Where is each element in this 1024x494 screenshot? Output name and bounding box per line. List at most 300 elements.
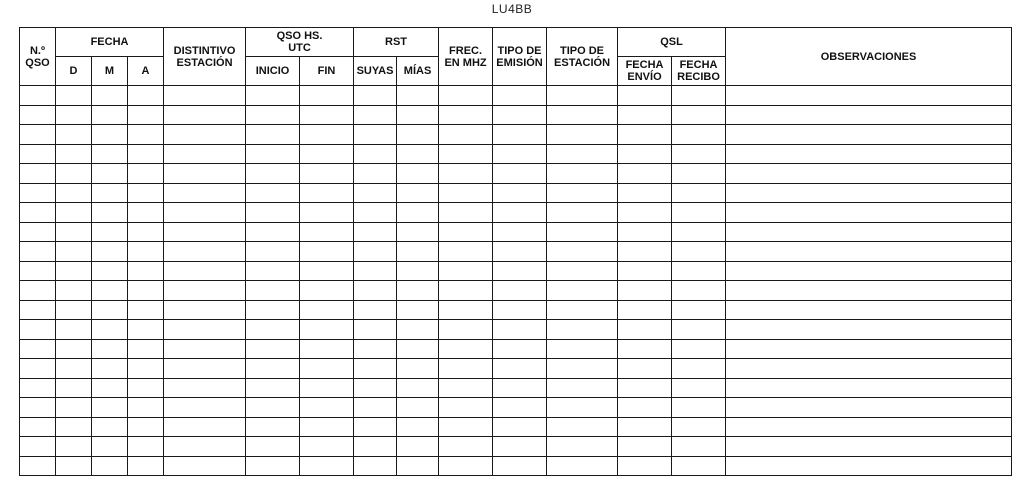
cell-dia[interactable] <box>56 398 92 418</box>
cell-distintivo[interactable] <box>164 417 246 437</box>
cell-suyas[interactable] <box>354 339 397 359</box>
cell-suyas[interactable] <box>354 144 397 164</box>
cell-fecha-envio[interactable] <box>618 281 672 301</box>
cell-fecha-envio[interactable] <box>618 320 672 340</box>
cell-fin[interactable] <box>300 417 354 437</box>
cell-fecha-recibo[interactable] <box>672 203 726 223</box>
cell-observaciones[interactable] <box>726 203 1012 223</box>
cell-dia[interactable] <box>56 183 92 203</box>
cell-fecha-recibo[interactable] <box>672 242 726 262</box>
cell-inicio[interactable] <box>246 203 300 223</box>
cell-tipo-estacion[interactable] <box>547 320 618 340</box>
cell-qso-number[interactable] <box>20 203 56 223</box>
cell-frec[interactable] <box>439 281 493 301</box>
cell-qso-number[interactable] <box>20 222 56 242</box>
cell-suyas[interactable] <box>354 125 397 145</box>
cell-qso-number[interactable] <box>20 125 56 145</box>
cell-mias[interactable] <box>397 125 439 145</box>
cell-suyas[interactable] <box>354 398 397 418</box>
cell-tipo-estacion[interactable] <box>547 203 618 223</box>
cell-fecha-recibo[interactable] <box>672 144 726 164</box>
cell-frec[interactable] <box>439 242 493 262</box>
cell-fecha-envio[interactable] <box>618 183 672 203</box>
cell-mias[interactable] <box>397 164 439 184</box>
cell-observaciones[interactable] <box>726 242 1012 262</box>
cell-tipo-emision[interactable] <box>493 417 547 437</box>
cell-dia[interactable] <box>56 125 92 145</box>
cell-frec[interactable] <box>439 378 493 398</box>
cell-fecha-recibo[interactable] <box>672 222 726 242</box>
cell-fin[interactable] <box>300 339 354 359</box>
cell-fecha-envio[interactable] <box>618 242 672 262</box>
cell-tipo-estacion[interactable] <box>547 339 618 359</box>
cell-ano[interactable] <box>128 456 164 476</box>
cell-suyas[interactable] <box>354 164 397 184</box>
cell-mes[interactable] <box>92 261 128 281</box>
cell-inicio[interactable] <box>246 164 300 184</box>
cell-qso-number[interactable] <box>20 378 56 398</box>
cell-fecha-recibo[interactable] <box>672 359 726 379</box>
cell-mes[interactable] <box>92 105 128 125</box>
cell-distintivo[interactable] <box>164 144 246 164</box>
cell-mias[interactable] <box>397 417 439 437</box>
cell-distintivo[interactable] <box>164 300 246 320</box>
cell-mes[interactable] <box>92 339 128 359</box>
cell-distintivo[interactable] <box>164 320 246 340</box>
cell-suyas[interactable] <box>354 378 397 398</box>
cell-frec[interactable] <box>439 359 493 379</box>
cell-observaciones[interactable] <box>726 183 1012 203</box>
cell-inicio[interactable] <box>246 281 300 301</box>
cell-distintivo[interactable] <box>164 437 246 457</box>
cell-fin[interactable] <box>300 105 354 125</box>
cell-tipo-emision[interactable] <box>493 242 547 262</box>
cell-fecha-recibo[interactable] <box>672 86 726 106</box>
cell-suyas[interactable] <box>354 222 397 242</box>
cell-fecha-envio[interactable] <box>618 86 672 106</box>
cell-fecha-envio[interactable] <box>618 339 672 359</box>
cell-ano[interactable] <box>128 105 164 125</box>
cell-inicio[interactable] <box>246 222 300 242</box>
cell-suyas[interactable] <box>354 300 397 320</box>
cell-mes[interactable] <box>92 398 128 418</box>
cell-dia[interactable] <box>56 242 92 262</box>
cell-qso-number[interactable] <box>20 144 56 164</box>
cell-distintivo[interactable] <box>164 86 246 106</box>
cell-distintivo[interactable] <box>164 125 246 145</box>
cell-ano[interactable] <box>128 359 164 379</box>
cell-mes[interactable] <box>92 417 128 437</box>
cell-suyas[interactable] <box>354 417 397 437</box>
cell-dia[interactable] <box>56 203 92 223</box>
cell-fin[interactable] <box>300 203 354 223</box>
cell-inicio[interactable] <box>246 417 300 437</box>
cell-mes[interactable] <box>92 125 128 145</box>
cell-observaciones[interactable] <box>726 339 1012 359</box>
cell-fecha-envio[interactable] <box>618 437 672 457</box>
cell-distintivo[interactable] <box>164 398 246 418</box>
cell-inicio[interactable] <box>246 320 300 340</box>
cell-tipo-estacion[interactable] <box>547 437 618 457</box>
cell-observaciones[interactable] <box>726 105 1012 125</box>
cell-mes[interactable] <box>92 300 128 320</box>
cell-tipo-estacion[interactable] <box>547 105 618 125</box>
cell-tipo-estacion[interactable] <box>547 222 618 242</box>
cell-tipo-emision[interactable] <box>493 359 547 379</box>
cell-mes[interactable] <box>92 378 128 398</box>
cell-frec[interactable] <box>439 105 493 125</box>
cell-fin[interactable] <box>300 222 354 242</box>
cell-fin[interactable] <box>300 242 354 262</box>
cell-tipo-estacion[interactable] <box>547 398 618 418</box>
cell-ano[interactable] <box>128 222 164 242</box>
cell-suyas[interactable] <box>354 456 397 476</box>
cell-tipo-emision[interactable] <box>493 222 547 242</box>
cell-mias[interactable] <box>397 183 439 203</box>
cell-distintivo[interactable] <box>164 105 246 125</box>
cell-mes[interactable] <box>92 183 128 203</box>
cell-fecha-envio[interactable] <box>618 417 672 437</box>
cell-mias[interactable] <box>397 281 439 301</box>
cell-mes[interactable] <box>92 437 128 457</box>
cell-observaciones[interactable] <box>726 378 1012 398</box>
cell-ano[interactable] <box>128 86 164 106</box>
cell-fecha-recibo[interactable] <box>672 164 726 184</box>
cell-fin[interactable] <box>300 456 354 476</box>
cell-qso-number[interactable] <box>20 359 56 379</box>
cell-inicio[interactable] <box>246 339 300 359</box>
cell-frec[interactable] <box>439 300 493 320</box>
cell-mias[interactable] <box>397 437 439 457</box>
cell-fin[interactable] <box>300 359 354 379</box>
cell-ano[interactable] <box>128 203 164 223</box>
cell-qso-number[interactable] <box>20 105 56 125</box>
cell-mias[interactable] <box>397 144 439 164</box>
cell-fin[interactable] <box>300 164 354 184</box>
cell-fecha-recibo[interactable] <box>672 183 726 203</box>
cell-inicio[interactable] <box>246 456 300 476</box>
cell-inicio[interactable] <box>246 183 300 203</box>
cell-dia[interactable] <box>56 261 92 281</box>
cell-fecha-recibo[interactable] <box>672 339 726 359</box>
cell-tipo-emision[interactable] <box>493 339 547 359</box>
cell-mes[interactable] <box>92 281 128 301</box>
cell-fecha-recibo[interactable] <box>672 300 726 320</box>
cell-mes[interactable] <box>92 456 128 476</box>
cell-fecha-recibo[interactable] <box>672 456 726 476</box>
cell-qso-number[interactable] <box>20 261 56 281</box>
cell-fecha-recibo[interactable] <box>672 281 726 301</box>
cell-frec[interactable] <box>439 164 493 184</box>
cell-fecha-recibo[interactable] <box>672 378 726 398</box>
cell-fin[interactable] <box>300 281 354 301</box>
cell-observaciones[interactable] <box>726 456 1012 476</box>
cell-fecha-recibo[interactable] <box>672 261 726 281</box>
cell-distintivo[interactable] <box>164 359 246 379</box>
cell-fecha-envio[interactable] <box>618 300 672 320</box>
cell-fecha-recibo[interactable] <box>672 320 726 340</box>
cell-tipo-estacion[interactable] <box>547 144 618 164</box>
cell-tipo-emision[interactable] <box>493 183 547 203</box>
cell-suyas[interactable] <box>354 105 397 125</box>
cell-dia[interactable] <box>56 86 92 106</box>
cell-fecha-recibo[interactable] <box>672 437 726 457</box>
cell-ano[interactable] <box>128 261 164 281</box>
cell-mias[interactable] <box>397 242 439 262</box>
cell-mias[interactable] <box>397 105 439 125</box>
cell-qso-number[interactable] <box>20 86 56 106</box>
cell-distintivo[interactable] <box>164 183 246 203</box>
cell-fecha-envio[interactable] <box>618 261 672 281</box>
cell-tipo-estacion[interactable] <box>547 378 618 398</box>
cell-ano[interactable] <box>128 320 164 340</box>
cell-fin[interactable] <box>300 183 354 203</box>
cell-tipo-emision[interactable] <box>493 144 547 164</box>
cell-frec[interactable] <box>439 398 493 418</box>
cell-ano[interactable] <box>128 144 164 164</box>
cell-mes[interactable] <box>92 222 128 242</box>
cell-observaciones[interactable] <box>726 300 1012 320</box>
cell-fin[interactable] <box>300 86 354 106</box>
cell-dia[interactable] <box>56 359 92 379</box>
cell-tipo-emision[interactable] <box>493 320 547 340</box>
cell-inicio[interactable] <box>246 242 300 262</box>
cell-mias[interactable] <box>397 300 439 320</box>
cell-ano[interactable] <box>128 437 164 457</box>
cell-tipo-emision[interactable] <box>493 261 547 281</box>
cell-observaciones[interactable] <box>726 125 1012 145</box>
cell-frec[interactable] <box>439 417 493 437</box>
cell-ano[interactable] <box>128 164 164 184</box>
cell-distintivo[interactable] <box>164 261 246 281</box>
cell-mes[interactable] <box>92 320 128 340</box>
cell-fecha-envio[interactable] <box>618 398 672 418</box>
cell-tipo-estacion[interactable] <box>547 261 618 281</box>
cell-frec[interactable] <box>439 320 493 340</box>
cell-inicio[interactable] <box>246 437 300 457</box>
cell-qso-number[interactable] <box>20 339 56 359</box>
cell-tipo-estacion[interactable] <box>547 86 618 106</box>
cell-fin[interactable] <box>300 378 354 398</box>
cell-tipo-estacion[interactable] <box>547 183 618 203</box>
cell-fecha-envio[interactable] <box>618 105 672 125</box>
cell-distintivo[interactable] <box>164 281 246 301</box>
cell-mes[interactable] <box>92 86 128 106</box>
cell-dia[interactable] <box>56 320 92 340</box>
cell-fin[interactable] <box>300 398 354 418</box>
cell-frec[interactable] <box>439 261 493 281</box>
cell-inicio[interactable] <box>246 125 300 145</box>
cell-mes[interactable] <box>92 203 128 223</box>
cell-dia[interactable] <box>56 144 92 164</box>
cell-observaciones[interactable] <box>726 281 1012 301</box>
cell-dia[interactable] <box>56 300 92 320</box>
cell-fecha-envio[interactable] <box>618 359 672 379</box>
cell-mes[interactable] <box>92 144 128 164</box>
cell-fecha-envio[interactable] <box>618 456 672 476</box>
cell-suyas[interactable] <box>354 359 397 379</box>
cell-inicio[interactable] <box>246 86 300 106</box>
cell-fin[interactable] <box>300 144 354 164</box>
cell-distintivo[interactable] <box>164 203 246 223</box>
cell-qso-number[interactable] <box>20 417 56 437</box>
cell-qso-number[interactable] <box>20 242 56 262</box>
cell-observaciones[interactable] <box>726 359 1012 379</box>
cell-tipo-estacion[interactable] <box>547 456 618 476</box>
cell-ano[interactable] <box>128 300 164 320</box>
cell-dia[interactable] <box>56 456 92 476</box>
cell-suyas[interactable] <box>354 320 397 340</box>
cell-observaciones[interactable] <box>726 144 1012 164</box>
cell-suyas[interactable] <box>354 203 397 223</box>
cell-qso-number[interactable] <box>20 164 56 184</box>
cell-fin[interactable] <box>300 300 354 320</box>
cell-tipo-emision[interactable] <box>493 203 547 223</box>
cell-tipo-estacion[interactable] <box>547 359 618 379</box>
cell-ano[interactable] <box>128 339 164 359</box>
cell-qso-number[interactable] <box>20 456 56 476</box>
cell-observaciones[interactable] <box>726 261 1012 281</box>
cell-frec[interactable] <box>439 86 493 106</box>
cell-mias[interactable] <box>397 86 439 106</box>
cell-tipo-emision[interactable] <box>493 456 547 476</box>
cell-suyas[interactable] <box>354 261 397 281</box>
cell-ano[interactable] <box>128 378 164 398</box>
cell-observaciones[interactable] <box>726 398 1012 418</box>
cell-ano[interactable] <box>128 398 164 418</box>
cell-tipo-emision[interactable] <box>493 378 547 398</box>
cell-tipo-emision[interactable] <box>493 86 547 106</box>
cell-inicio[interactable] <box>246 144 300 164</box>
cell-distintivo[interactable] <box>164 378 246 398</box>
cell-mias[interactable] <box>397 261 439 281</box>
cell-tipo-emision[interactable] <box>493 437 547 457</box>
cell-fecha-recibo[interactable] <box>672 125 726 145</box>
cell-ano[interactable] <box>128 125 164 145</box>
cell-frec[interactable] <box>439 183 493 203</box>
cell-fecha-envio[interactable] <box>618 222 672 242</box>
cell-fin[interactable] <box>300 320 354 340</box>
cell-qso-number[interactable] <box>20 300 56 320</box>
cell-dia[interactable] <box>56 378 92 398</box>
cell-fecha-recibo[interactable] <box>672 398 726 418</box>
cell-mias[interactable] <box>397 320 439 340</box>
cell-suyas[interactable] <box>354 242 397 262</box>
cell-tipo-estacion[interactable] <box>547 300 618 320</box>
cell-inicio[interactable] <box>246 261 300 281</box>
cell-observaciones[interactable] <box>726 320 1012 340</box>
cell-tipo-estacion[interactable] <box>547 242 618 262</box>
cell-suyas[interactable] <box>354 183 397 203</box>
cell-frec[interactable] <box>439 339 493 359</box>
cell-fin[interactable] <box>300 125 354 145</box>
cell-mias[interactable] <box>397 203 439 223</box>
cell-qso-number[interactable] <box>20 398 56 418</box>
cell-fecha-envio[interactable] <box>618 203 672 223</box>
cell-mes[interactable] <box>92 242 128 262</box>
cell-fecha-recibo[interactable] <box>672 105 726 125</box>
cell-frec[interactable] <box>439 144 493 164</box>
cell-suyas[interactable] <box>354 281 397 301</box>
cell-frec[interactable] <box>439 437 493 457</box>
cell-tipo-emision[interactable] <box>493 300 547 320</box>
cell-fecha-envio[interactable] <box>618 125 672 145</box>
cell-frec[interactable] <box>439 125 493 145</box>
cell-fecha-envio[interactable] <box>618 378 672 398</box>
cell-inicio[interactable] <box>246 359 300 379</box>
cell-distintivo[interactable] <box>164 339 246 359</box>
cell-dia[interactable] <box>56 281 92 301</box>
cell-inicio[interactable] <box>246 398 300 418</box>
cell-ano[interactable] <box>128 183 164 203</box>
cell-qso-number[interactable] <box>20 437 56 457</box>
cell-frec[interactable] <box>439 456 493 476</box>
cell-qso-number[interactable] <box>20 183 56 203</box>
cell-suyas[interactable] <box>354 437 397 457</box>
cell-mes[interactable] <box>92 164 128 184</box>
cell-suyas[interactable] <box>354 86 397 106</box>
cell-tipo-emision[interactable] <box>493 125 547 145</box>
cell-fin[interactable] <box>300 261 354 281</box>
cell-ano[interactable] <box>128 417 164 437</box>
cell-mias[interactable] <box>397 339 439 359</box>
cell-observaciones[interactable] <box>726 86 1012 106</box>
cell-inicio[interactable] <box>246 378 300 398</box>
cell-mias[interactable] <box>397 456 439 476</box>
cell-mias[interactable] <box>397 359 439 379</box>
cell-dia[interactable] <box>56 105 92 125</box>
cell-mes[interactable] <box>92 359 128 379</box>
cell-qso-number[interactable] <box>20 320 56 340</box>
cell-qso-number[interactable] <box>20 281 56 301</box>
cell-tipo-emision[interactable] <box>493 164 547 184</box>
cell-tipo-emision[interactable] <box>493 281 547 301</box>
cell-dia[interactable] <box>56 417 92 437</box>
cell-tipo-estacion[interactable] <box>547 281 618 301</box>
cell-dia[interactable] <box>56 437 92 457</box>
cell-mias[interactable] <box>397 222 439 242</box>
cell-dia[interactable] <box>56 164 92 184</box>
cell-observaciones[interactable] <box>726 417 1012 437</box>
cell-observaciones[interactable] <box>726 164 1012 184</box>
cell-ano[interactable] <box>128 242 164 262</box>
cell-fin[interactable] <box>300 437 354 457</box>
cell-fecha-recibo[interactable] <box>672 417 726 437</box>
cell-observaciones[interactable] <box>726 222 1012 242</box>
cell-mias[interactable] <box>397 398 439 418</box>
cell-distintivo[interactable] <box>164 164 246 184</box>
cell-tipo-emision[interactable] <box>493 398 547 418</box>
cell-dia[interactable] <box>56 339 92 359</box>
cell-tipo-estacion[interactable] <box>547 125 618 145</box>
cell-tipo-estacion[interactable] <box>547 164 618 184</box>
cell-distintivo[interactable] <box>164 242 246 262</box>
cell-observaciones[interactable] <box>726 437 1012 457</box>
cell-distintivo[interactable] <box>164 456 246 476</box>
cell-ano[interactable] <box>128 281 164 301</box>
cell-dia[interactable] <box>56 222 92 242</box>
cell-tipo-estacion[interactable] <box>547 417 618 437</box>
cell-fecha-envio[interactable] <box>618 164 672 184</box>
cell-tipo-emision[interactable] <box>493 105 547 125</box>
cell-inicio[interactable] <box>246 105 300 125</box>
cell-mias[interactable] <box>397 378 439 398</box>
cell-distintivo[interactable] <box>164 222 246 242</box>
cell-inicio[interactable] <box>246 300 300 320</box>
cell-frec[interactable] <box>439 203 493 223</box>
cell-frec[interactable] <box>439 222 493 242</box>
cell-fecha-envio[interactable] <box>618 144 672 164</box>
